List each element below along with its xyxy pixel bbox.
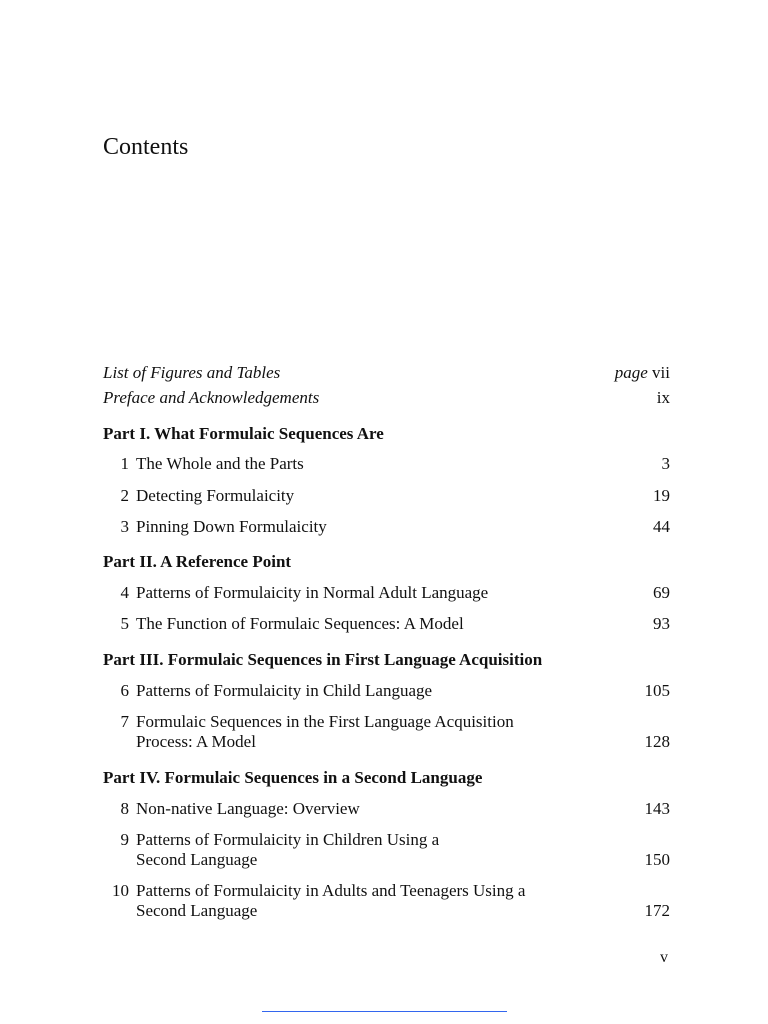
toc-entry-page [615, 362, 670, 384]
toc-entry-page: ix [656, 388, 670, 407]
toc-entry-chapter-4[interactable] [103, 582, 670, 604]
chapter-title: The Function of Formulaic Sequences: A Model [136, 614, 464, 633]
bottom-rule-divider [262, 1011, 507, 1012]
chapter-title: The Whole and the Parts [136, 454, 304, 473]
chapter-page: 172 [644, 901, 670, 920]
chapter-number: 1 [120, 454, 129, 473]
page-folio: v [660, 949, 668, 966]
chapter-title: Patterns of Formulaicity in Child Language [136, 681, 433, 700]
part-label: Part IV. Formulaic Sequences in a Second Language [103, 768, 483, 787]
page-title: Contents [103, 134, 189, 160]
chapter-number: 10 [112, 881, 129, 900]
part-heading-2 [103, 551, 670, 573]
toc-entry-chapter-10-continued[interactable] [103, 900, 670, 922]
chapter-title-line-2: Second Language [136, 901, 258, 920]
chapter-page: 3 [661, 454, 670, 473]
toc-entry-chapter-10[interactable] [103, 880, 670, 902]
chapter-title: Pinning Down Formulaicity [136, 517, 327, 536]
page-number: vii [652, 363, 670, 382]
toc-entry-chapter-9-continued[interactable] [103, 849, 670, 871]
chapter-title-line-2: Process: A Model [136, 732, 256, 751]
chapter-title: Detecting Formulaicity [136, 486, 295, 505]
chapter-page: 93 [653, 614, 670, 633]
chapter-page: 105 [644, 681, 670, 700]
toc-entry-chapter-7-continued[interactable] [103, 731, 670, 753]
chapter-number: 2 [120, 486, 129, 505]
chapter-page: 143 [644, 799, 670, 818]
chapter-number: 4 [120, 583, 129, 602]
chapter-number: 6 [120, 681, 129, 700]
chapter-page: 44 [653, 517, 670, 536]
chapter-page: 19 [653, 486, 670, 505]
page-prefix: page [614, 363, 648, 382]
toc-entry-title: Preface and Acknowledgements [103, 388, 320, 407]
chapter-title: Non-native Language: Overview [136, 799, 360, 818]
toc-entry-chapter-2[interactable] [103, 485, 670, 507]
toc-entry-chapter-6[interactable] [103, 680, 670, 702]
part-label: Part III. Formulaic Sequences in First Language Acquisition [103, 650, 543, 669]
chapter-number: 8 [120, 799, 129, 818]
toc-entry-chapter-7[interactable] [103, 711, 670, 733]
chapter-number: 5 [120, 614, 129, 633]
chapter-title-line-1: Patterns of Formulaicity in Children Using a [136, 830, 440, 849]
chapter-page: 69 [653, 583, 670, 602]
toc-entry-title: List of Figures and Tables [103, 363, 281, 382]
toc-entry-list-of-figures[interactable] [103, 362, 670, 384]
toc-entry-preface[interactable] [103, 387, 670, 409]
part-label: Part II. A Reference Point [103, 552, 292, 571]
chapter-title-line-1: Formulaic Sequences in the First Language Acquisition [136, 712, 514, 731]
chapter-title-line-2: Second Language [136, 850, 258, 869]
part-heading-4 [103, 767, 670, 789]
part-heading-3 [103, 649, 670, 671]
chapter-number: 3 [120, 517, 129, 536]
chapter-number: 7 [120, 712, 129, 731]
toc-entry-chapter-9[interactable] [103, 829, 670, 851]
toc-entry-chapter-1[interactable] [103, 453, 670, 475]
part-label: Part I. What Formulaic Sequences Are [103, 424, 384, 443]
chapter-page: 128 [644, 732, 670, 751]
chapter-page: 150 [644, 850, 670, 869]
toc-entry-chapter-5[interactable] [103, 613, 670, 635]
part-heading-1 [103, 423, 670, 445]
toc-entry-chapter-8[interactable] [103, 798, 670, 820]
chapter-title-line-1: Patterns of Formulaicity in Adults and Teenagers Using a [136, 881, 526, 900]
chapter-title: Patterns of Formulaicity in Normal Adult Language [136, 583, 489, 602]
chapter-number: 9 [120, 830, 129, 849]
toc-entry-chapter-3[interactable] [103, 516, 670, 538]
